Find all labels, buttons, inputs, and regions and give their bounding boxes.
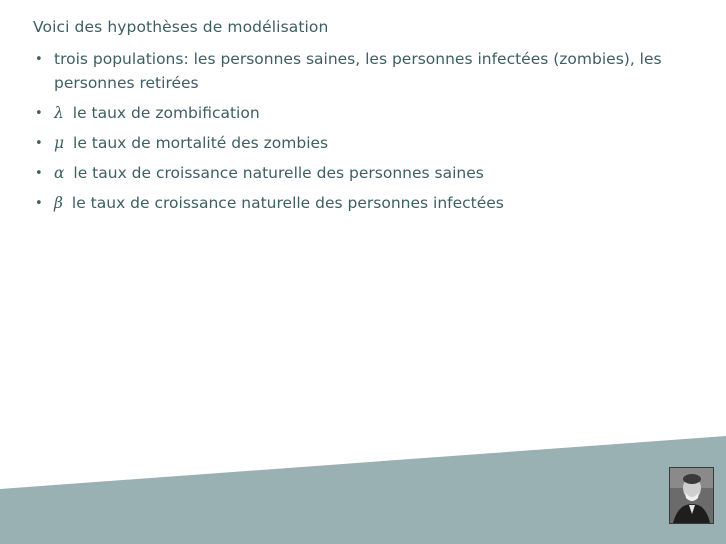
bullet-text: le taux de mortalité des zombies	[73, 133, 329, 152]
bullet-text: le taux de zombification	[72, 103, 260, 122]
math-symbol-mu: μ	[54, 133, 65, 152]
bullet-marker: •	[35, 195, 43, 211]
bullet-text: le taux de croissance naturelle des personnes saines	[73, 163, 484, 182]
bullet-marker: •	[35, 52, 43, 67]
bullet-text: le taux de croissance naturelle des personnes infectées	[71, 193, 504, 212]
bullet-marker: •	[35, 105, 43, 121]
math-symbol-alpha: α	[54, 163, 65, 182]
bullet-marker: •	[35, 135, 43, 151]
math-symbol-lambda: λ	[54, 103, 64, 122]
slide-intro-text: Voici des hypothèses de modélisation	[33, 18, 329, 36]
math-symbol-beta: β	[54, 193, 63, 212]
bullet-text: trois populations: les personnes saines, les personnes infectées (zombies), les personnes retirées	[54, 50, 662, 92]
bullet-marker: •	[35, 165, 43, 181]
portrait-photo-icon	[670, 468, 713, 523]
author-portrait-image	[669, 467, 714, 524]
